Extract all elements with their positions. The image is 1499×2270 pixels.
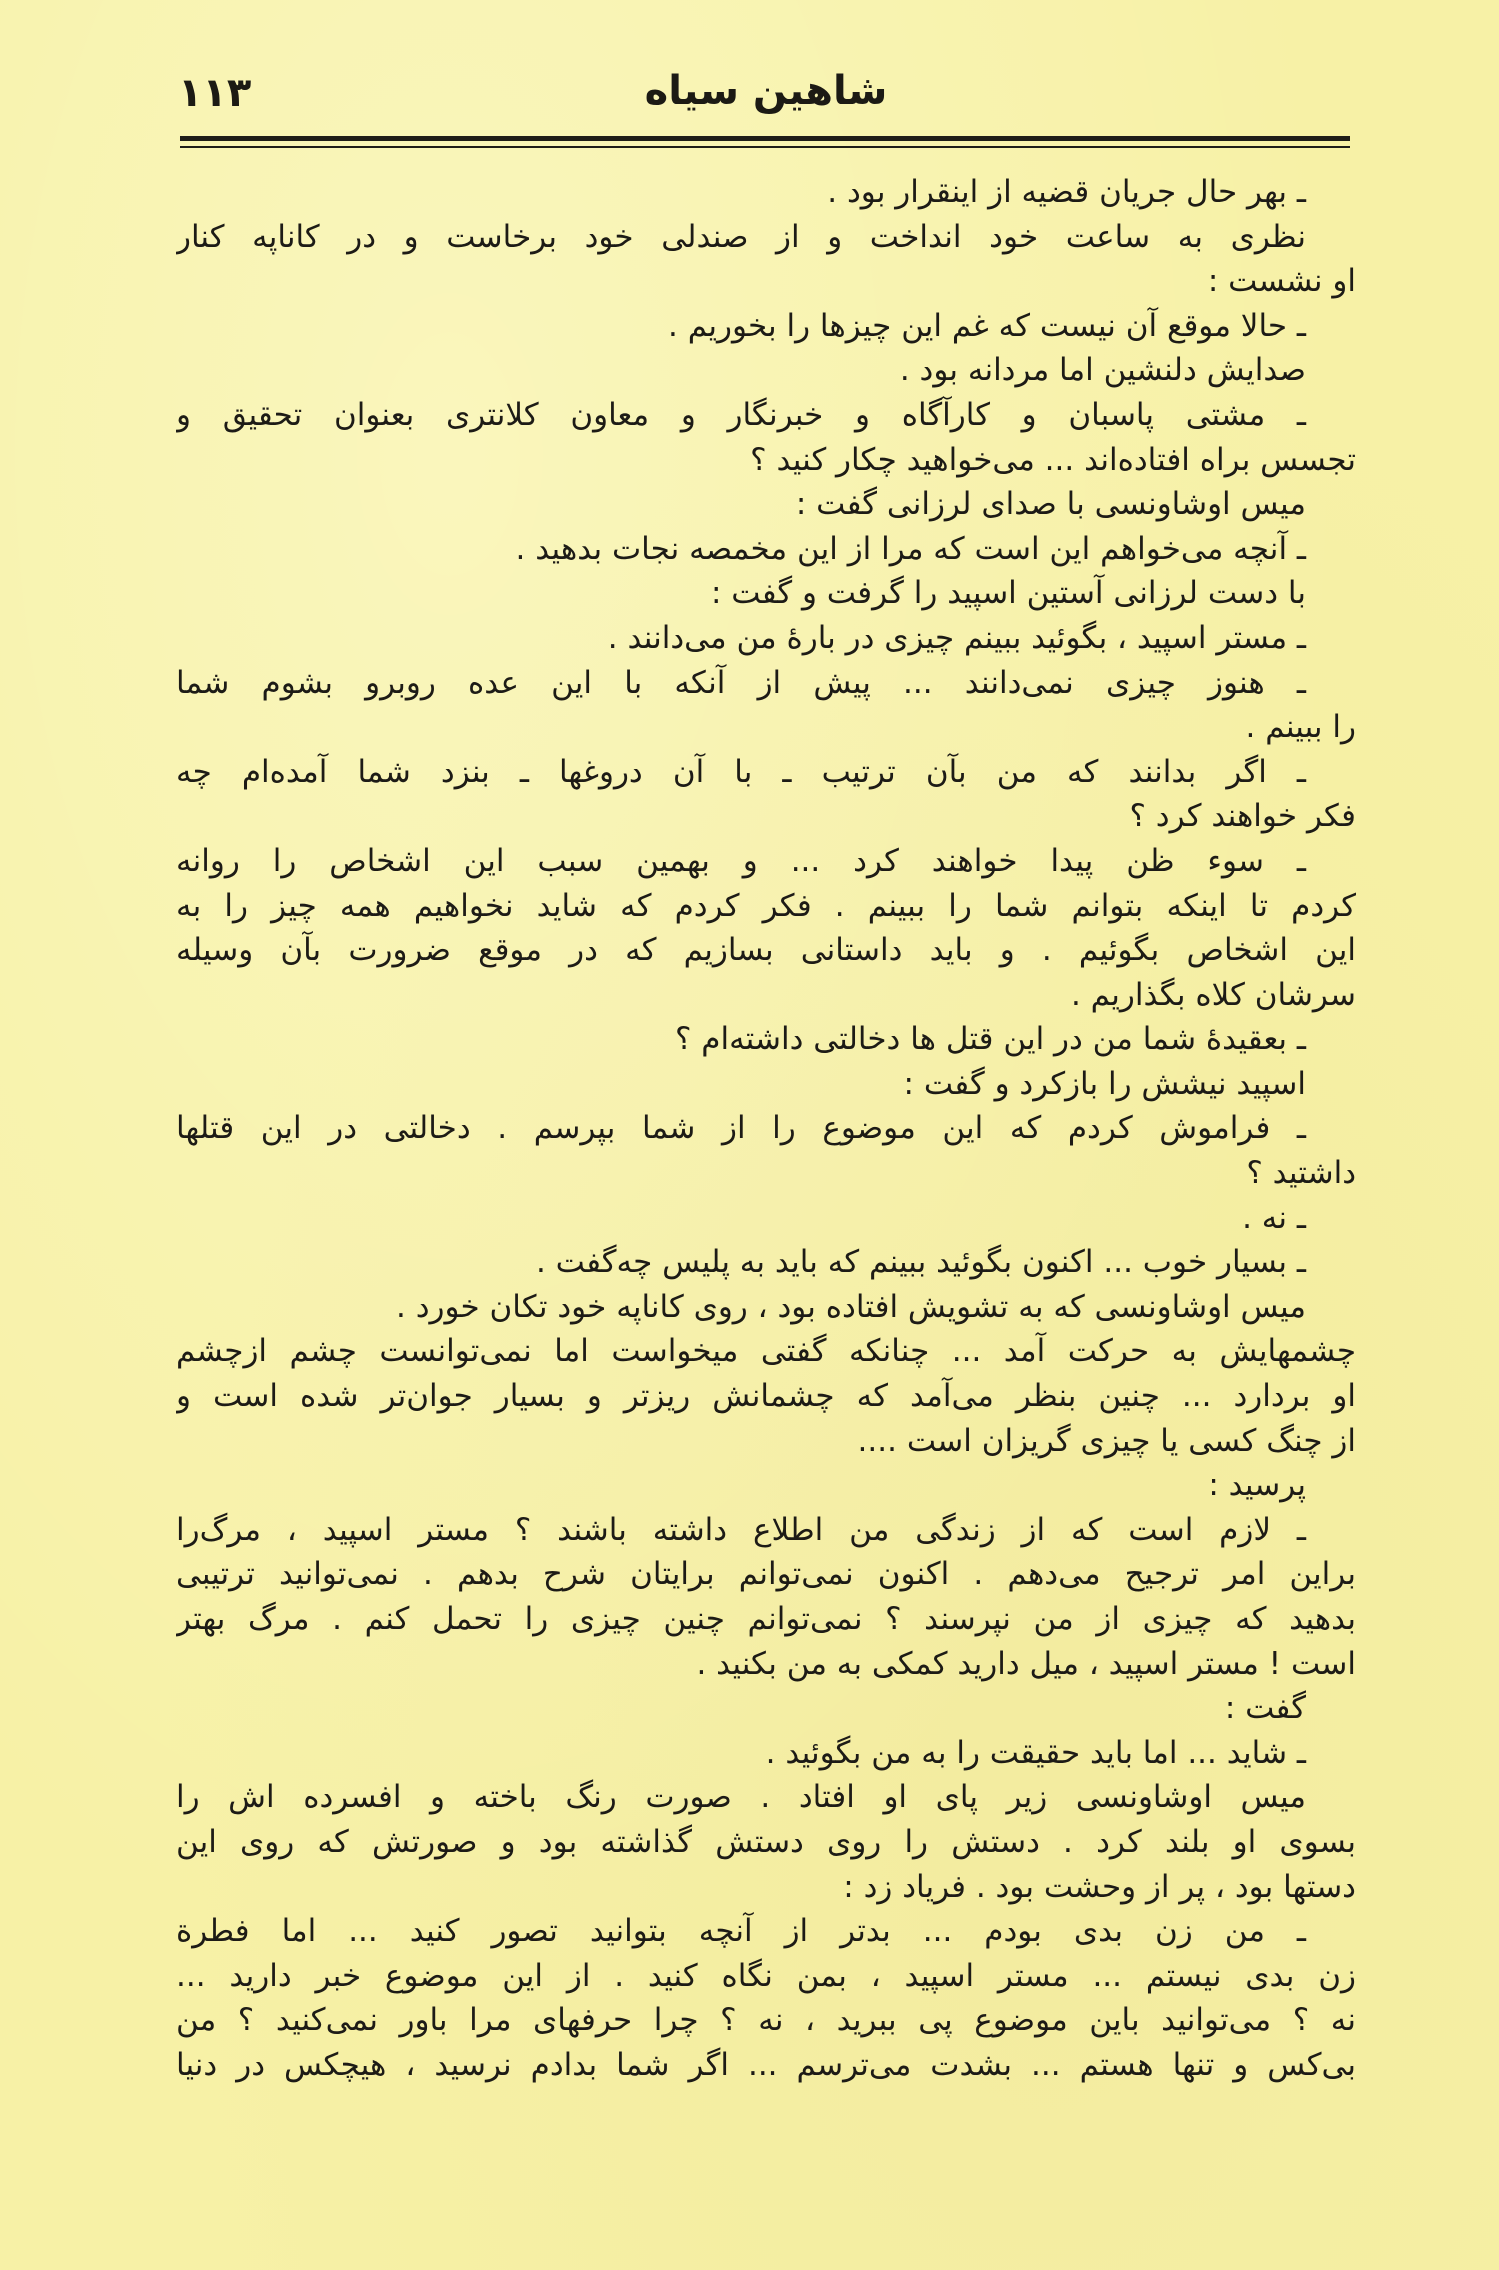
text-line: اسپید نیشش را بازکرد و گفت : [903, 1065, 1306, 1102]
text-line: چشمهایش به حرکت آمد ... چنانکه گفتی میخواست اما نمی‌توانست چشم ازچشم [176, 1333, 1356, 1370]
text-line: ـ بسیار خوب ... اکنون بگوئید ببینم که باید به پلیس چه‌گفت . [535, 1244, 1306, 1281]
text-line: او نشست : [1207, 263, 1356, 300]
text-line: را ببینم . [1245, 709, 1356, 746]
text-line: از چنگ کسی یا چیزی گریزان است .... [857, 1422, 1356, 1459]
header-rule-thin [180, 146, 1350, 148]
text-line: ـ شاید ... اما باید حقیقت را به من بگوئید . [765, 1734, 1306, 1771]
text-line: کردم تا اینکه بتوانم شما را ببینم . فکر کردم که شاید نخواهیم همه چیز را به [176, 887, 1356, 924]
text-line: ـ لازم است که از زندگی من اطلاع داشته باشند ؟ مستر اسپید ، مرگ‌را [176, 1511, 1306, 1548]
text-line: ـ نه . [1242, 1199, 1306, 1236]
text-line: صدایش دلنشین اما مردانه بود . [899, 352, 1306, 389]
text-line: سرشان کلاه بگذاریم . [1070, 976, 1356, 1013]
text-line: براین امر ترجیح می‌دهم . اکنون نمی‌توانم برایتان شرح بدهم . نمی‌توانید ترتیبی [176, 1556, 1356, 1593]
text-line: این اشخاص بگوئیم . و باید داستانی بسازیم که در موقع ضرورت بآن وسیله [176, 932, 1356, 969]
text-line: نه ؟ می‌توانید باین موضوع پی ببرید ، نه ؟ چرا حرفهای مرا باور نمی‌کنید ؟ من [176, 2002, 1356, 2039]
text-line: زن بدی نیستم ... مستر اسپید ، بمن نگاه کنید . از این موضوع خبر دارید ... [176, 1957, 1356, 1994]
text-line: ـ بهر حال جریان قضیه از اینقرار بود . [827, 174, 1306, 210]
text-line: بسوی او بلند کرد . دستش را روی دستش گذاشته بود و صورتش که روی این [176, 1823, 1356, 1860]
text-line: ـ اگر بدانند که من بآن ترتیب ـ با آن دروغها ـ بنزد شما آمده‌ام چه [176, 753, 1306, 790]
text-line: او بردارد ... چنین بنظر می‌آمد که چشمانش ریزتر و بسیار جوان‌تر شده است و [176, 1378, 1356, 1415]
text-line: ـ آنچه می‌خواهم این است که مرا از این مخمصه نجات بدهید . [515, 530, 1306, 567]
text-line: میس اوشاونسی با صدای لرزانی گفت : [795, 486, 1306, 523]
text-line: ـ مشتی پاسبان و کارآگاه و خبرنگار و معاون کلانتری بعنوان تحقیق و [176, 396, 1306, 433]
text-line: ـ من زن بدی بودم ... بدتر از آنچه بتوانید تصور کنید ... اما فطرة [176, 1913, 1306, 1950]
text-line: نظری به ساعت خود انداخت و از صندلی خود برخاست و در کاناپه کنار [176, 218, 1306, 255]
text-line: ـ حالا موقع آن نیست که غم این چیزها را بخوریم . [668, 307, 1306, 344]
page-number: ۱۱۳ [178, 70, 252, 116]
text-line: میس اوشاونسی که به تشویش افتاده بود ، روی کاناپه خود تکان خورد . [396, 1288, 1306, 1325]
text-line: با دست لرزانی آستین اسپید را گرفت و گفت : [710, 575, 1306, 612]
text-line: فکر خواهند کرد ؟ [1129, 798, 1356, 835]
running-title: شاهین سیاه [644, 68, 888, 114]
text-line: ـ بعقیدهٔ شما من در این قتل ها دخالتی داشته‌ام ؟ [674, 1021, 1306, 1058]
text-line: بدهید که چیزی از من نپرسند ؟ نمی‌توانم چنین چیزی را تحمل کنم . مرگ بهتر [176, 1601, 1356, 1637]
text-line: گفت : [1224, 1690, 1306, 1727]
text-line: ـ هنوز چیزی نمی‌دانند ... پیش از آنکه با این عده روبرو بشوم شما [176, 664, 1306, 701]
text-line: میس اوشاونسی زیر پای او افتاد . صورت رنگ باخته و افسرده اش را [176, 1779, 1306, 1816]
text-line: دستها بود ، پر از وحشت بود . فریاد زد : [843, 1868, 1356, 1905]
text-line: بی‌کس و تنها هستم ... بشدت می‌ترسم ... اگر شما بدادم نرسید ، هیچکس در دنیا [176, 2046, 1356, 2083]
text-line: پرسید : [1208, 1467, 1306, 1504]
header-rule-thick [180, 136, 1350, 141]
text-line: است ! مستر اسپید ، میل دارید کمکی به من بکنید . [696, 1645, 1356, 1682]
text-line: داشتید ؟ [1246, 1155, 1356, 1192]
page-header [178, 62, 1354, 132]
text-line: تجسس براه افتاده‌اند ... می‌خواهید چکار کنید ؟ [750, 441, 1356, 478]
text-line: ـ فراموش کردم که این موضوع را از شما بپرسم . دخالتی در این قتلها [176, 1110, 1306, 1147]
text-line: ـ مستر اسپید ، بگوئید ببینم چیزی در بارهٔ من می‌دانند . [607, 619, 1306, 656]
body-text [176, 170, 1356, 2170]
text-line: ـ سوء ظن پیدا خواهند کرد ... و بهمین سبب این اشخاص را روانه [176, 842, 1306, 879]
